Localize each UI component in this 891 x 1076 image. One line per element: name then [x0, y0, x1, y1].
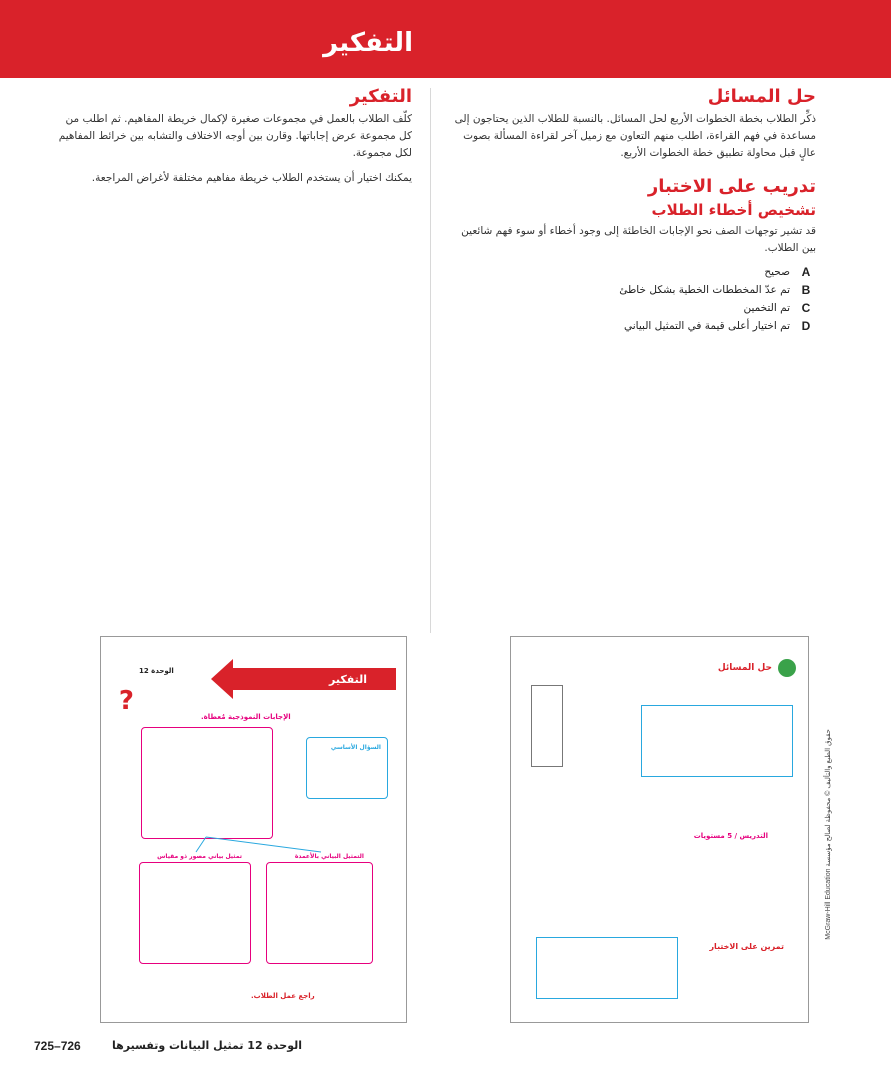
thumb-test-chart [536, 937, 678, 999]
option-letter: B [801, 283, 811, 297]
answer-options [444, 265, 816, 333]
page-footer [0, 1037, 891, 1059]
option-letter: D [801, 319, 811, 333]
globe-icon [778, 659, 796, 677]
test-practice-heading: تدريب على الاختبار [647, 176, 816, 197]
error-diagnosis-heading: تشخيص أخطاء الطلاب [651, 201, 816, 219]
reflection-text-1: كلّف الطلاب بالعمل في مجموعات صغيرة لإكمال خريطة المفاهيم. ثم اطلب من كل مجموعة عرض إجاباتها. وقارن بين أوجه الاختلاف والتشابه بين خرائط المفاهيم لكل مجموعة. [58, 113, 412, 159]
thumb-footer-note: راجع عمل الطلاب. [251, 992, 315, 1000]
thumb-line-plot-title: التمثيل البياني بالأعمدة [294, 853, 364, 860]
option-letter: A [801, 265, 811, 279]
left-column [50, 86, 412, 195]
reflection-heading: التفكير [349, 86, 412, 107]
concept-map-lines [101, 637, 406, 1022]
thumb-line-plot [641, 705, 793, 777]
reflection-text-2: يمكنك اختيار أن يستخدم الطلاب خريطة مفاهيم مختلفة لأغراض المراجعة. [91, 172, 412, 184]
thumb-test-heading: تمرين على الاختبار [709, 942, 784, 951]
thumb-answer-line: التدريس / 5 مستويات [693, 832, 768, 840]
option-letter: C [801, 301, 811, 315]
problem-solving-heading: حل المسائل [707, 86, 816, 107]
error-diagnosis-text: قد تشير توجهات الصف نحو الإجابات الخاطئة إلى وجود أخطاء أو سوء فهم شائعين بين الطلاب. [461, 225, 816, 254]
option-text: تم اختيار أعلى قيمة في التمثيل البياني [624, 320, 790, 332]
thumb-line-plot-box [266, 853, 373, 964]
option-b [444, 283, 816, 297]
thumb-tally-box [139, 853, 251, 964]
student-page-thumbnail-reflection [100, 636, 407, 1023]
header-title: التفكير [323, 28, 413, 58]
option-text: تم عدّ المخططات الخطية بشكل خاطئ [619, 284, 790, 296]
header-bar [0, 0, 891, 78]
footer-unit: الوحدة 12 تمثيل البيانات وتفسيرها [112, 1039, 303, 1052]
right-column [444, 86, 816, 337]
option-d [444, 319, 816, 333]
thumb-banner-title: التفكير [329, 673, 368, 686]
thumb-essential-question: السؤال الأساسي [330, 744, 381, 751]
column-divider [430, 88, 431, 633]
copyright-side-text: حقوق الطبع والتأليف © محفوظة لصالح مؤسسة McGraw-Hill Education [825, 729, 832, 940]
thumb-unit-label: الوحدة 12 [139, 667, 174, 675]
thumb-data-table [531, 685, 563, 767]
option-text: تم التخمين [743, 302, 790, 314]
svg-text:?: ? [118, 686, 134, 716]
problem-solving-text: ذكِّر الطلاب بخطة الخطوات الأربع لحل المسائل. بالنسبة للطلاب الذين يحتاجون إلى مساعدة في فهم القراءة، اطلب منهم التعاون مع زميل آخر لقراءة المسألة بصوت عالٍ قبل محاولة تطبيق خطة الخطوات الأربع. [454, 113, 816, 159]
thumb-tally-title: تمثيل بياني مصور ذو مقياس [157, 853, 242, 860]
thumb-sample-answers: الإجابات النموذجية مُعطاة. [201, 713, 291, 721]
option-text: صحيح [764, 266, 790, 278]
option-a [444, 265, 816, 279]
option-c [444, 301, 816, 315]
thumb-problem-solving-heading: حل المسائل [717, 663, 772, 673]
page-numbers: 725–726 [34, 1039, 81, 1053]
student-page-thumbnail-problem-solving [510, 636, 809, 1023]
